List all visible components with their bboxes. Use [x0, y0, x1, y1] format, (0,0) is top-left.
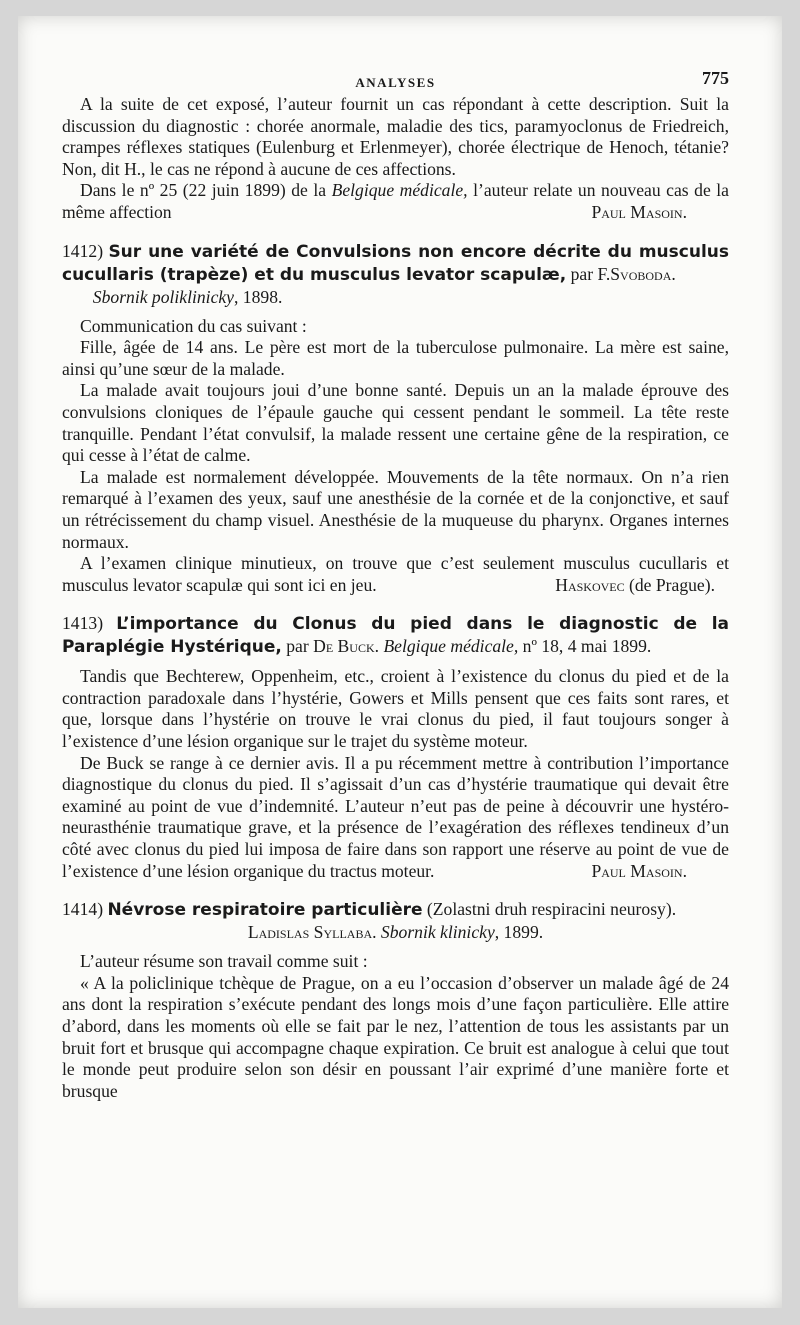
entry-by: par [566, 263, 598, 284]
entry-author: F.Svoboda. [597, 263, 676, 284]
intro-journal: Belgique médicale, [331, 180, 468, 201]
entry-title: Sur une variété de Convulsions non encore décrite du musculus cucullaris (trapèze) et du musculus levator scapulæ, [62, 241, 729, 285]
paragraph-text: A l’examen clinique minutieux, on trouve que c’est seulement musculus cucullaris et musculus levator scapulæ qui sont ici en jeu. [62, 553, 729, 595]
page-number: 775 [702, 68, 729, 88]
entry-by: par [281, 636, 314, 657]
entry-year: , 1899. [494, 922, 544, 943]
entry-1412 [62, 240, 729, 597]
entry-title: Névrose respiratoire particulière [107, 900, 423, 921]
paragraph-with-signature [62, 753, 729, 883]
entry-heading [62, 898, 729, 943]
paragraph: Tandis que Bechterew, Oppenheim, etc., croient à l’existence du clonus du pied et de la contraction paradoxale dans l’hystérie, Gowers et Mills pensent que ces faits sont rares, et que, lorsque dans l’hystérie on trouve le vrai clonus du pied, il faut toujours songer à l’existence d’une lésion organique sur le trajet du système moteur. [62, 666, 729, 752]
page-header [62, 64, 729, 94]
paragraph-text: De Buck se range à ce dernier avis. Il a pu récemment mettre à contribution l’importance diagnostique du clonus du pied. Il s’agissait d’un cas d’hystérie traumatique qui devait être examiné au point de vue d’indemnité. L’auteur n’eut pas de peine à découvrir une hystéro-neurasthénie traumatique grave, et la présence de l’exagération des réflexes tendineux d’un côté avec clonus du pied lui imposa de faire dans son rapport une réserve au point de vue de l’existence d’une lésion organique du tractus moteur. [62, 752, 729, 881]
entry-journal: Sbornik klinicky [380, 922, 495, 943]
entry-heading [62, 240, 729, 308]
paragraph: Fille, âgée de 14 ans. Le père est mort de la tuberculose pulmonaire. La mère est saine, ainsi qu’une sœur de la malade. [62, 337, 729, 379]
paragraph: La malade avait toujours joui d’une bonne santé. Depuis un an la malade éprouve des convulsions cloniques de l’épaule gauche qui cessent pendant le sommeil. La tête reste tranquille. Pendant l’état convulsif, la malade ressent une certaine gêne de la respiration, ce qui cesse à l’état de calme. [62, 380, 729, 466]
intro-paragraph-2 [62, 180, 729, 223]
entry-number: 1414) [62, 899, 104, 920]
entry-byline [62, 921, 729, 943]
entry-number: 1412) [62, 240, 104, 261]
entry-heading [62, 612, 729, 658]
paragraph: L’auteur résume son travail comme suit : [80, 951, 368, 972]
entry-1414 [62, 898, 729, 1102]
signature-place: (de Prague). [624, 574, 715, 595]
signature: Paul Masoin. [591, 860, 687, 881]
entry-year: nº 18, 4 mai 1899. [518, 636, 652, 657]
entry-author: De Buck. [313, 636, 380, 657]
entry-author: Ladislas Syllaba. [247, 922, 377, 943]
page-content [62, 64, 729, 1102]
signature [537, 575, 715, 597]
intro-paragraph-1: A la suite de cet exposé, l’auteur fournit un cas répondant à cette description. Suit la discussion du diagnostic : chorée anormale, maladie des tics, paramyoclonus de Friedreich, crampes réflexes statiques (Eulenburg et Erlenmeyer), chorée électrique de Henoch, tétanie? Non, dit H., le cas ne répond à aucune de ces affections. [62, 94, 729, 179]
entry-journal: Sbornik poliklinicky [92, 286, 234, 307]
signature: Paul Masoin. [591, 201, 687, 222]
entry-title: L’importance du Clonus du pied dans le diagnostic de la Paraplégie Hystérique, [62, 614, 729, 658]
paragraph: La malade est normalement développée. Mouvements de la tête normaux. On n’a rien remarqué à l’examen des yeux, sauf une anesthésie de la cornée et de la conjonctive, et sauf un rétrécissement du champ visuel. Anesthésie de la muqueuse du pharynx. Organes internes normaux. [62, 466, 729, 552]
entry-journal: Belgique médicale, [383, 636, 519, 657]
paragraph: « A la policlinique tchèque de Prague, on a eu l’occasion d’observer un malade âgé de 24 ans dont la respiration s’exécute pendant des longs mois d’une façon particulière. Elle attire d’abord, dans les moments où elle se fait par le nez, l’attention de tous les assistants par un bruit fort et brusque qui accompagne chaque expiration. Ce bruit est analogue à celui que tout le monde peut produire selon son désir en poussant l’air exprimé d’une manière forte et brusque [62, 972, 729, 1101]
signature-name: Haskovec [555, 574, 625, 595]
entry-subtitle: (Zolastni druh respiracini neurosy). [422, 899, 677, 920]
paragraph-with-signature [62, 553, 729, 596]
paragraph: Communication du cas suivant : [80, 315, 307, 336]
intro-p2-rest: l’auteur relate un nouveau cas de la même affection [62, 180, 729, 222]
entry-1413 [62, 612, 729, 882]
scanned-page [18, 16, 782, 1308]
running-head: ANALYSES [355, 75, 436, 90]
entry-year: , 1898. [234, 286, 283, 307]
entry-number: 1413) [62, 613, 104, 634]
intro-p2-text: Dans le nº 25 (22 juin 1899) de la [80, 180, 332, 201]
